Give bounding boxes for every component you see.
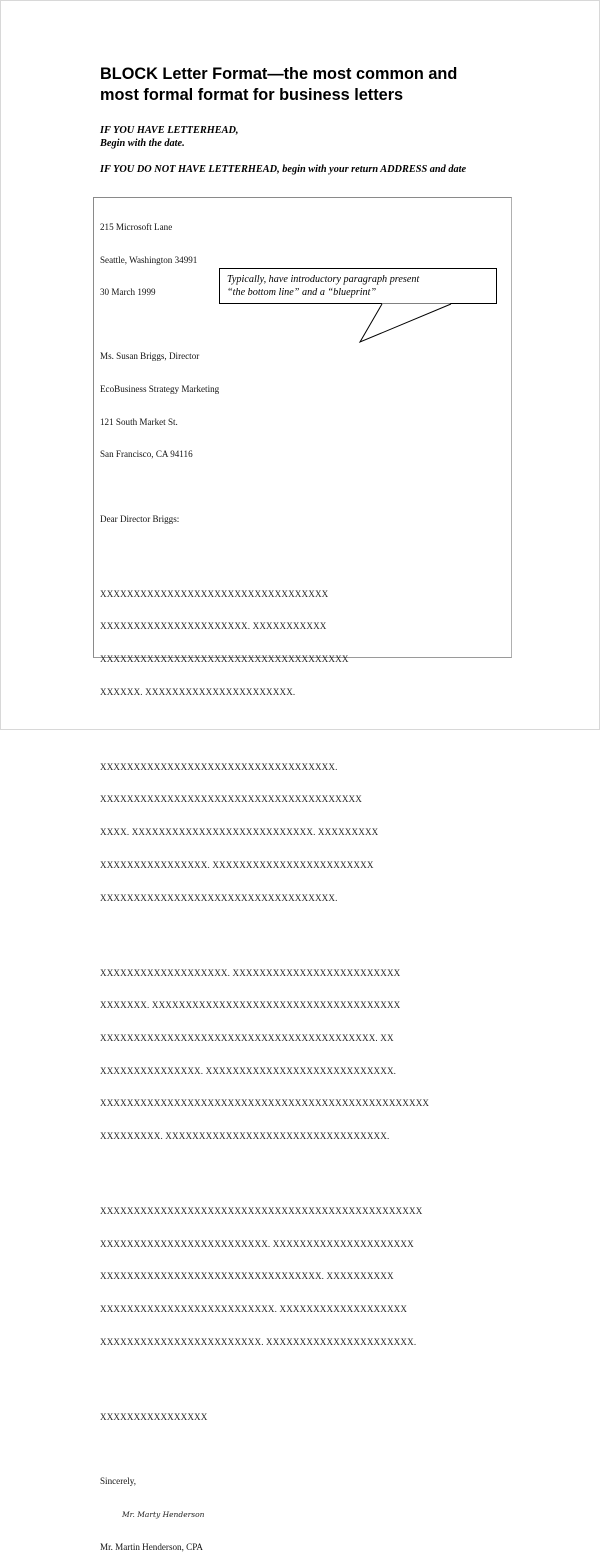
body-line: XXXXXXXXXXXXXXXXXXXXXX. XXXXXXXXXXX <box>100 621 327 632</box>
callout-line-2: “the bottom line” and a “blueprint” <box>227 287 377 298</box>
body-line: XXXXXXXXXXXXXXXXXXX. XXXXXXXXXXXXXXXXXXXXXXXXX <box>100 967 401 978</box>
recipient-company: EcoBusiness Strategy Marketing <box>100 384 220 395</box>
handwritten-signature: Mr. Marty Henderson <box>122 1509 205 1519</box>
sample-letter <box>100 200 429 1563</box>
body-line: XXXX. XXXXXXXXXXXXXXXXXXXXXXXXXXX. XXXXXXXXX <box>100 827 379 838</box>
body-line: XXXXXXXXXXXXXXXXXXXXXXXXXXXXXXXXXXX. <box>100 761 338 772</box>
letter-date: 30 March 1999 <box>100 287 156 298</box>
page-title <box>100 64 540 106</box>
callout-box <box>219 268 497 304</box>
body-line: XXXXXXXXXXXXXXXXXXXXXXXXXXXXXXXXXXXXXXXXXXXXXXXX <box>100 1206 423 1217</box>
title-line-2: most formal format for business letters <box>100 86 404 104</box>
body-line: XXXXXXX. XXXXXXXXXXXXXXXXXXXXXXXXXXXXXXXXXXXXX <box>100 1000 401 1011</box>
return-address-street: 215 Microsoft Lane <box>100 221 173 232</box>
body-line: XXXXXXXXXXXXXXX. XXXXXXXXXXXXXXXXXXXXXXXXXXXX. <box>100 1065 397 1076</box>
body-line: XXXXXXXXXXXXXXXXXXXXXXXX. XXXXXXXXXXXXXXXXXXXXXX. <box>100 1336 417 1347</box>
complimentary-close: Sincerely, <box>100 1475 137 1486</box>
return-address-city: Seattle, Washington 34991 <box>100 254 198 265</box>
body-line: XXXXXXXXXXXXXXXXXXXXXXXXXX. XXXXXXXXXXXXXXXXXXX <box>100 1304 408 1315</box>
body-line: XXXXXXXXX. XXXXXXXXXXXXXXXXXXXXXXXXXXXXXXXXX. <box>100 1131 390 1142</box>
recipient-city: San Francisco, CA 94116 <box>100 449 193 460</box>
salutation: Dear Director Briggs: <box>100 513 180 524</box>
body-line: XXXXXXXXXXXXXXXXXXXXXXXXXXXXXXXXXXXXX <box>100 653 349 664</box>
recipient-street: 121 South Market St. <box>100 416 178 427</box>
body-line: XXXXXXXXXXXXXXXXXXXXXXXXXXXXXXXXXX <box>100 588 329 599</box>
title-line-1: BLOCK Letter Format—the most common and <box>100 65 458 83</box>
no-letterhead-instruction: IF YOU DO NOT HAVE LETTERHEAD, begin with your return ADDRESS and date <box>100 164 467 175</box>
body-line: XXXXXX. XXXXXXXXXXXXXXXXXXXXXX. <box>100 686 296 697</box>
body-line: XXXXXXXXXXXXXXXXXXXXXXXXXXXXXXXXXXXXXXXXX. XX <box>100 1032 394 1043</box>
closing-line: XXXXXXXXXXXXXXXX <box>100 1411 208 1422</box>
body-line: XXXXXXXXXXXXXXXXXXXXXXXXX. XXXXXXXXXXXXXXXXXXXXX <box>100 1238 414 1249</box>
recipient-name: Ms. Susan Briggs, Director <box>100 351 200 362</box>
callout-line-1: Typically, have introductory paragraph present <box>227 274 420 285</box>
body-line: XXXXXXXXXXXXXXXXXXXXXXXXXXXXXXXXXXX. <box>100 892 338 903</box>
body-line: XXXXXXXXXXXXXXXXXXXXXXXXXXXXXXXXXXXXXXX <box>100 794 362 805</box>
body-line: XXXXXXXXXXXXXXXXXXXXXXXXXXXXXXXXX. XXXXXXXXXX <box>100 1271 394 1282</box>
letterhead-heading: IF YOU HAVE LETTERHEAD, <box>100 125 239 136</box>
signer-name: Mr. Martin Henderson, CPA <box>100 1541 203 1552</box>
letterhead-instruction: Begin with the date. <box>100 138 185 149</box>
body-line: XXXXXXXXXXXXXXXXXXXXXXXXXXXXXXXXXXXXXXXXXXXXXXXXX <box>100 1098 430 1109</box>
body-line: XXXXXXXXXXXXXXXX. XXXXXXXXXXXXXXXXXXXXXXXX <box>100 859 374 870</box>
